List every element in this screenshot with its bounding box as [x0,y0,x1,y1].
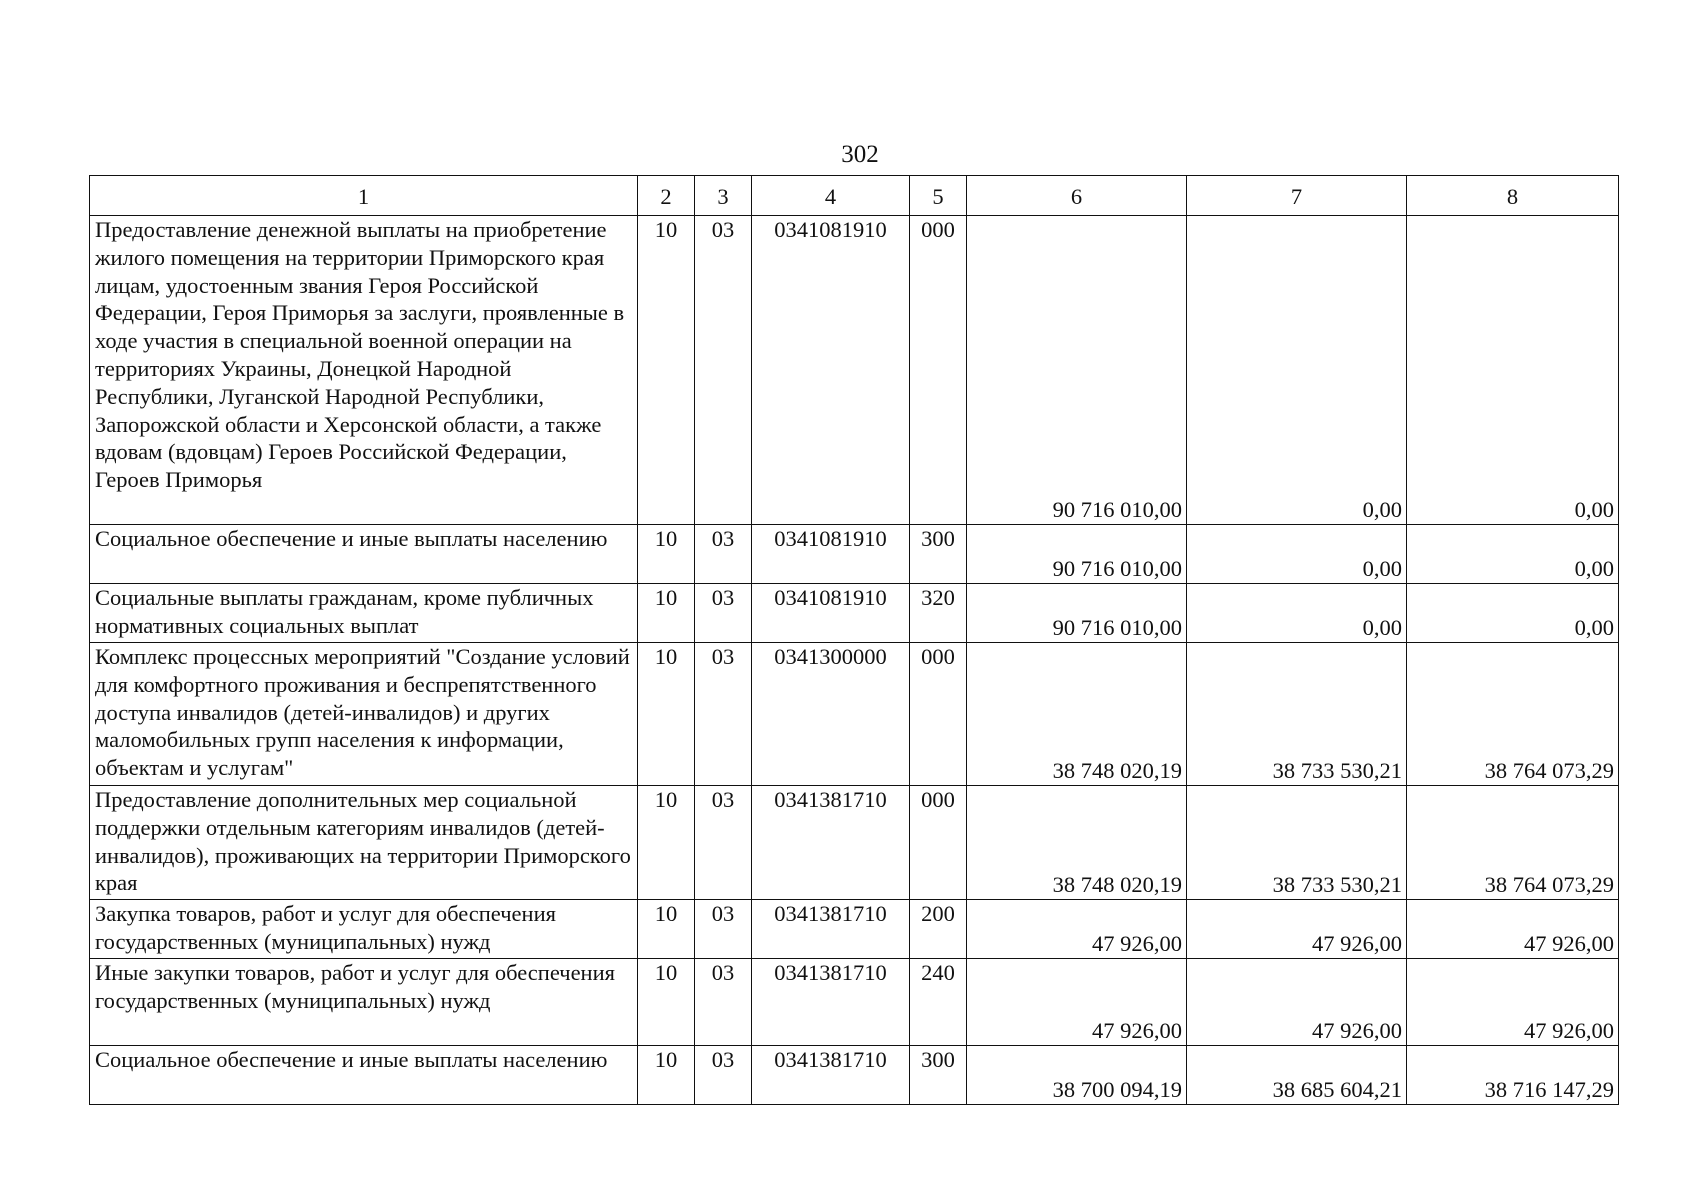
expense-type-code: 300 [910,525,967,584]
amount-col-6: 90 716 010,00 [967,525,1187,584]
amount-col-6: 38 748 020,19 [967,643,1187,786]
amount-col-8: 0,00 [1407,216,1619,525]
subsection-code: 03 [695,216,752,525]
row-description: Предоставление дополнительных мер социальной поддержки отдельным категориям инвалидов (детей-инвалидов), проживающих на территории Приморского края [90,786,638,900]
column-number-header-row [90,176,1619,216]
section-code: 10 [638,584,695,643]
amount-col-7: 0,00 [1187,584,1407,643]
expense-type-code: 320 [910,584,967,643]
section-code: 10 [638,786,695,900]
section-code: 10 [638,959,695,1046]
amount-col-7: 38 685 604,21 [1187,1046,1407,1105]
column-header-1: 1 [90,176,638,216]
amount-col-6: 90 716 010,00 [967,216,1187,525]
column-header-2: 2 [638,176,695,216]
row-description: Комплекс процессных мероприятий "Создание условий для комфортного проживания и беспрепятственного доступа инвалидов (детей-инвалидов) и других маломобильных групп населения к информации, объектам и услугам" [90,643,638,786]
row-description: Закупка товаров, работ и услуг для обеспечения государственных (муниципальных) нужд [90,900,638,959]
section-code: 10 [638,900,695,959]
subsection-code: 03 [695,900,752,959]
table-row [90,959,1619,1046]
table-row [90,786,1619,900]
target-article-code: 0341081910 [752,525,910,584]
amount-col-8: 47 926,00 [1407,900,1619,959]
amount-col-8: 38 764 073,29 [1407,643,1619,786]
expense-type-code: 240 [910,959,967,1046]
amount-col-8: 0,00 [1407,584,1619,643]
amount-col-7: 0,00 [1187,525,1407,584]
row-description: Иные закупки товаров, работ и услуг для обеспечения государственных (муниципальных) нужд [90,959,638,1046]
section-code: 10 [638,1046,695,1105]
amount-col-8: 0,00 [1407,525,1619,584]
row-description: Предоставление денежной выплаты на приобретение жилого помещения на территории Приморского края лицам, удостоенным звания Героя Российской Федерации, Героя Приморья за заслуги, проявленные в ходе участия в специальной военной операции на территориях Украины, Донецкой Народной Республики, Луганской Народной Республики, Запорожской области и Херсонской области, а также вдовам (вдовцам) Героев Российской Федерации, Героев Приморья [90,216,638,525]
amount-col-6: 47 926,00 [967,900,1187,959]
row-description: Социальные выплаты гражданам, кроме публичных нормативных социальных выплат [90,584,638,643]
row-description: Социальное обеспечение и иные выплаты населению [90,525,638,584]
column-header-7: 7 [1187,176,1407,216]
amount-col-7: 47 926,00 [1187,900,1407,959]
amount-col-6: 38 700 094,19 [967,1046,1187,1105]
row-description: Социальное обеспечение и иные выплаты населению [90,1046,638,1105]
subsection-code: 03 [695,1046,752,1105]
column-header-8: 8 [1407,176,1619,216]
amount-col-7: 47 926,00 [1187,959,1407,1046]
budget-table [89,175,1619,1105]
table-row [90,1046,1619,1105]
subsection-code: 03 [695,584,752,643]
target-article-code: 0341381710 [752,786,910,900]
column-header-5: 5 [910,176,967,216]
table-row [90,525,1619,584]
amount-col-7: 38 733 530,21 [1187,786,1407,900]
target-article-code: 0341300000 [752,643,910,786]
target-article-code: 0341081910 [752,584,910,643]
target-article-code: 0341381710 [752,1046,910,1105]
target-article-code: 0341381710 [752,959,910,1046]
section-code: 10 [638,216,695,525]
section-code: 10 [638,643,695,786]
target-article-code: 0341081910 [752,216,910,525]
target-article-code: 0341381710 [752,900,910,959]
table-row [90,216,1619,525]
subsection-code: 03 [695,786,752,900]
table-row [90,643,1619,786]
amount-col-7: 38 733 530,21 [1187,643,1407,786]
subsection-code: 03 [695,959,752,1046]
subsection-code: 03 [695,643,752,786]
amount-col-8: 38 764 073,29 [1407,786,1619,900]
amount-col-6: 90 716 010,00 [967,584,1187,643]
expense-type-code: 300 [910,1046,967,1105]
expense-type-code: 000 [910,643,967,786]
expense-type-code: 000 [910,216,967,525]
amount-col-8: 47 926,00 [1407,959,1619,1046]
column-header-3: 3 [695,176,752,216]
column-header-4: 4 [752,176,910,216]
table-row [90,900,1619,959]
subsection-code: 03 [695,525,752,584]
section-code: 10 [638,525,695,584]
expense-type-code: 000 [910,786,967,900]
amount-col-6: 47 926,00 [967,959,1187,1046]
table-row [90,584,1619,643]
column-header-6: 6 [967,176,1187,216]
expense-type-code: 200 [910,900,967,959]
amount-col-7: 0,00 [1187,216,1407,525]
amount-col-8: 38 716 147,29 [1407,1046,1619,1105]
page-number: 302 [841,141,879,168]
amount-col-6: 38 748 020,19 [967,786,1187,900]
